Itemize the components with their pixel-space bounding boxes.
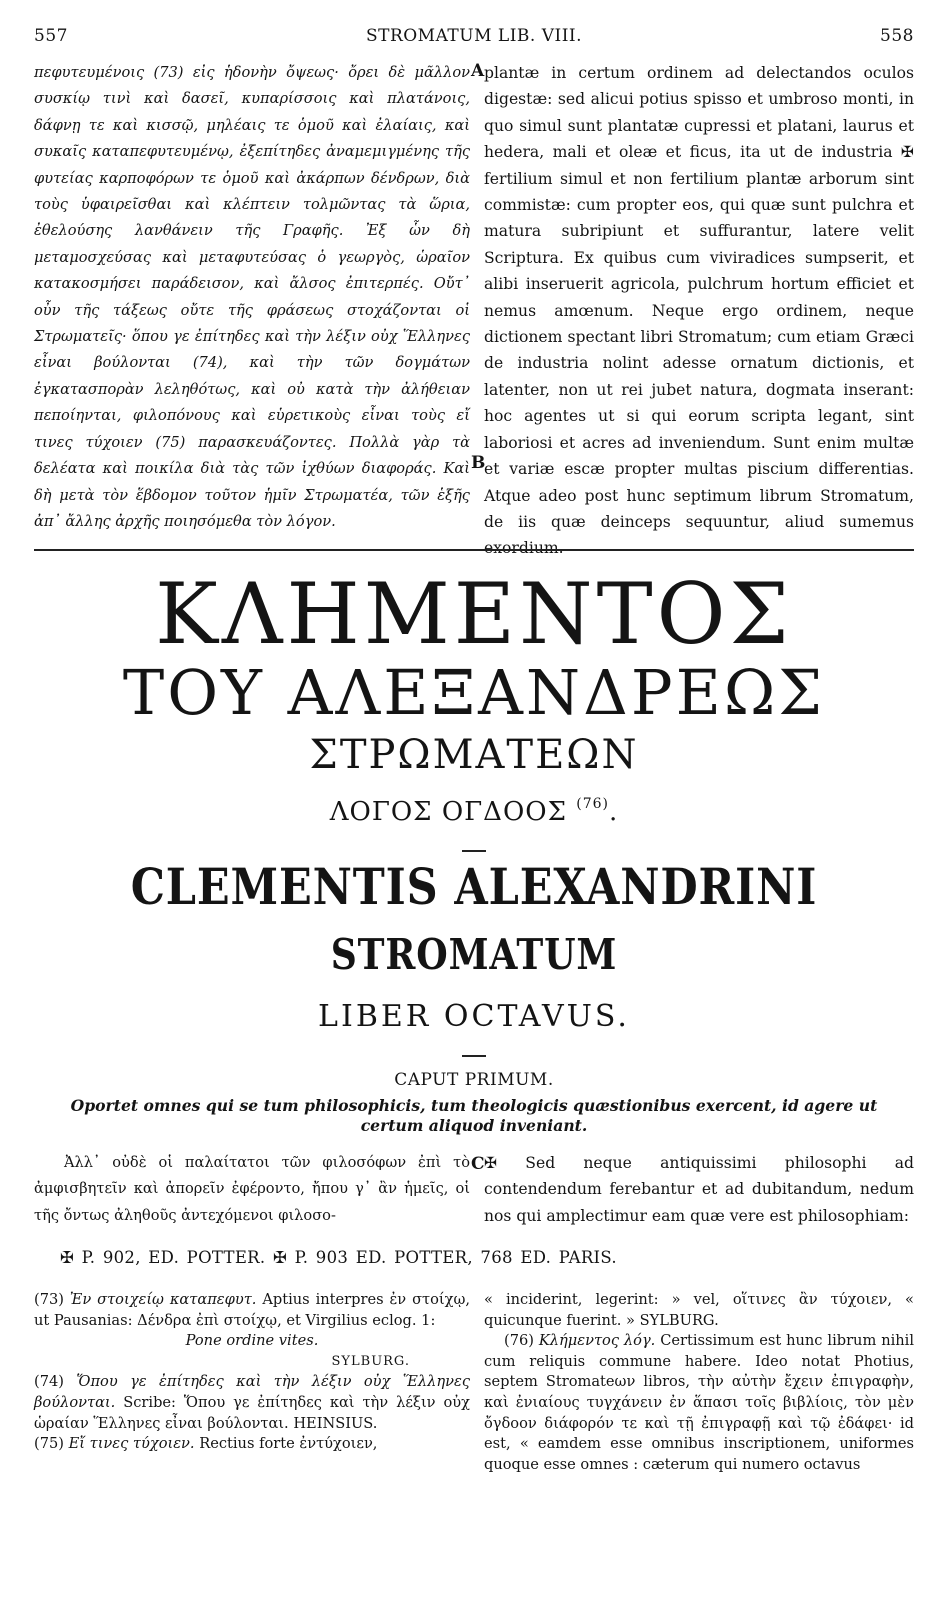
footnote-73-sign: SYLBURG.	[331, 1353, 410, 1369]
latin-column-top	[484, 60, 914, 562]
footnote-75	[34, 1434, 470, 1455]
footnote-76	[484, 1331, 914, 1475]
latin-work-title: STROMATUM	[330, 930, 618, 979]
footnote-76-lemma: Κλήμεντος λόγ.	[538, 1332, 656, 1350]
greek-city-title: ΤΟΥ ΑΛΕΞΑΝΔΡΕΩΣ	[122, 656, 826, 729]
footnote-ref-76: (76)	[576, 796, 609, 812]
latin-paragraph-top: plantæ in certum ordinem ad delectandos oculos digestæ: sed alicui potius spisso et umbroso monti, in quo simul sunt plantatæ cupressi et platani, laurus et hedera, mali et oleæ et ficus, ita ut de industria ✠ fertilium simul et non fertilium plantæ arborum sint commistæ: cum propter eos, qui quæ sunt pulchra et matura subripiunt et suffurantur, latere velit Scriptura. Ex quibus cum viviradices sumpserit, et alibi inseruerit agricola, pulchrum hortum efficiet et nemus amœnum. Neque ergo ordinem, neque dictionem spectant libri Stromatum; cum etiam Græci de industria nolint adesse ornatum dictionis, et latenter, non ut rei jubet natura, dogmata inserant: hoc agentes ut si qui eorum scripta legant, sint laboriosi et acres ad inveniendum. Sunt enim multæ et variæ escæ propter multas piscium differentias. Atque adeo post hunc septimum librum Stromatum, de iis quæ deinceps sequuntur, aliud sumemus exordium.	[484, 64, 914, 558]
greek-book-period: .	[609, 797, 619, 827]
latin-paragraph-middle: ✠ Sed neque antiquissimi philosophi ad contendendum ferebantur et ad dubitandum, nedum nos qui amplectimur eam quæ vere est philosophiam:	[484, 1154, 914, 1225]
footnote-75-text: Rectius forte ἐντύχοιεν,	[199, 1435, 378, 1453]
margin-marker-c: C	[471, 1154, 485, 1174]
latin-author-title: CLEMENTIS ALEXANDRINI	[130, 857, 818, 916]
footnote-76-text: Certissimum est hunc librum nihil cum reliquis commune habere. Ideo notat Photius, septem Stromateων libros, τὴν αὐτὴν ἔχειν ἐπιγραφὴν, καὶ ἐνιαίους τυγχάνειν ἐν ἅπασι τοῖς βιβλίοις, τὸν μὲν ὄγδοον διάφορόν τε καὶ τῇ ἐπιγραφῇ καὶ τῷ ἐδάφει· id est, « eamdem esse omnibus inscriptionem, uniformes quoque esse omnes : cæterum qui numero octavus	[484, 1332, 915, 1473]
footnote-73-label: (73)	[34, 1291, 64, 1308]
top-columns	[34, 60, 914, 558]
title-dash-1	[462, 850, 486, 852]
footnote-73-quote: Pone ordine vites.	[185, 1332, 319, 1350]
footnote-75-sign: SYLBURG.	[639, 1311, 719, 1329]
footnotes-left	[34, 1290, 470, 1455]
footnote-75-label: (75)	[34, 1435, 64, 1453]
footnote-73-text: Aptius interpres ἐν στοίχῳ, ut Pausanias: Δένδρα ἐπὶ στοίχῳ, et Virgilius eclog. 1:	[34, 1291, 471, 1329]
footnote-74-label: (74)	[34, 1373, 64, 1391]
footnote-75-continuation-text: « inciderint, legerint: » vel, οἵτινες ἂν τύχοιεν, « quicunque fuerint. »	[484, 1291, 914, 1329]
middle-columns	[34, 1150, 914, 1238]
latin-book-title: LIBER OCTAVUS.	[318, 999, 630, 1034]
greek-paragraph-top: πεφυτευμένοις (73) εἰς ἡδονὴν ὄψεως· ὄρει δὲ μᾶλλον συσκίῳ τινὶ καὶ δασεῖ, κυπαρίσσοις καὶ πλατάνοις, δάφνῃ τε καὶ κισσῷ, μηλέαις τε ὁμοῦ καὶ ἐλαίαις, καὶ συκαῖς καταπεφυτευμένῳ, ἐξεπίτηδες ἀναμεμιγμένης τῆς φυτείας καρποφόρων τε ὁμοῦ καὶ ἀκάρπων δένδρων, διὰ τοὺς ὑφαιρεῖσθαι καὶ κλέπτειν τολμῶντας τὰ ὥρια, ἐθελούσης λανθάνειν τῆς Γραφῆς. Ἐξ ὧν δὴ μεταμοσχεύσας καὶ μεταφυτεύσας ὁ γεωργὸς, ὡραῖον κατακοσμήσει παράδεισον, καὶ ἄλσος ἐπιτερπές. Οὔτ᾽ οὖν τῆς τάξεως οὔτε τῆς φράσεως στοχάζονται οἱ Στρωματεῖς· ὅπου γε ἐπίτηδες καὶ τὴν λέξιν οὐχ Ἕλληνες εἶναι βούλονται (74), καὶ τὴν τῶν δογμάτων ἐγκατασπορὰν λεληθότως, καὶ οὐ κατὰ τὴν ἀλήθειαν πεποίηνται, φιλοπόνους καὶ εὑρετικοὺς εἶναι τοὺς εἴ τινες τύχοιεν (75) παρασκευάζοντες. Πολλὰ γὰρ τὰ δελέατα καὶ ποικίλα διὰ τὰς τῶν ἰχθύων διαφοράς. Καὶ δὴ μετὰ τὸν ἕβδομον τοῦτον ἡμῖν Στρωματέα, τῶν ἑξῆς ἀπ᾽ ἄλλης ἀρχῆς ποιησόμεθα τὸν λόγον.	[34, 64, 470, 530]
left-page-number: 557	[34, 26, 68, 46]
margin-marker-a: A	[471, 61, 485, 81]
footnote-73-lemma: Ἐν στοιχείῳ καταπεφυτ.	[69, 1291, 257, 1308]
greek-paragraph-middle: Ἀλλ᾽ οὐδὲ οἱ παλαίτατοι τῶν φιλοσόφων ἐπὶ τὸ ἀμφισβητεῖν καὶ ἀπορεῖν ἐφέροντο, ἤπου γ᾽ ἂν ἡμεῖς, οἱ τῆς ὄντως ἀληθοῦς ἀντεχόμενοι φιλοσο-	[34, 1154, 470, 1224]
footnote-73	[34, 1290, 470, 1331]
footnote-74-text: Scribe: Ὅπου γε ἐπίτηδες καὶ τὴν λέξιν οὐχ ὡραίαν Ἕλληνες εἶναι βούλονται.	[34, 1393, 471, 1432]
greek-column-middle	[34, 1150, 470, 1229]
greek-author-title: ΚΛΗΜΕΝΤΟΣ	[155, 565, 793, 663]
footnotes-right	[484, 1290, 914, 1475]
chapter-heading: CAPUT PRIMUM.	[394, 1070, 554, 1090]
running-title: STROMATUM LIB. VIII.	[365, 26, 583, 46]
footnote-74	[34, 1372, 470, 1434]
latin-column-middle	[484, 1150, 914, 1229]
right-page-number: 558	[880, 26, 914, 46]
footnote-76-label: (76)	[504, 1332, 534, 1350]
greek-book-title	[34, 796, 914, 827]
title-dash-2	[462, 1055, 486, 1057]
greek-column-top	[34, 60, 470, 535]
footnote-75-lemma: Εἴ τινες τύχοιεν.	[68, 1435, 195, 1453]
edition-reference-line: ✠ P. 902, ED. POTTER. ✠ P. 903 ED. POTTER, 768 ED. PARIS.	[60, 1248, 617, 1267]
footnote-75-continuation	[484, 1290, 914, 1331]
margin-marker-b: B	[471, 453, 486, 473]
greek-work-title: ΣΤΡΩΜΑΤΕΩΝ	[309, 732, 639, 778]
chapter-summary: Oportet omnes qui se tum philosophicis, tum theologicis quæstionibus exercent, id agere ut certum aliquod inveniant.	[70, 1096, 878, 1135]
greek-book-label: ΛΟΓΟΣ ΟΓΔΟΟΣ	[329, 797, 567, 827]
footnote-74-sign: HEINSIUS.	[293, 1414, 378, 1432]
footnote-74-lemma: Ὅπου γε ἐπίτηδες καὶ τὴν λέξιν οὐχ Ἕλληνες βούλονται.	[34, 1373, 471, 1411]
running-header	[34, 26, 914, 52]
section-divider	[34, 549, 914, 551]
footnotes	[34, 1290, 914, 1590]
